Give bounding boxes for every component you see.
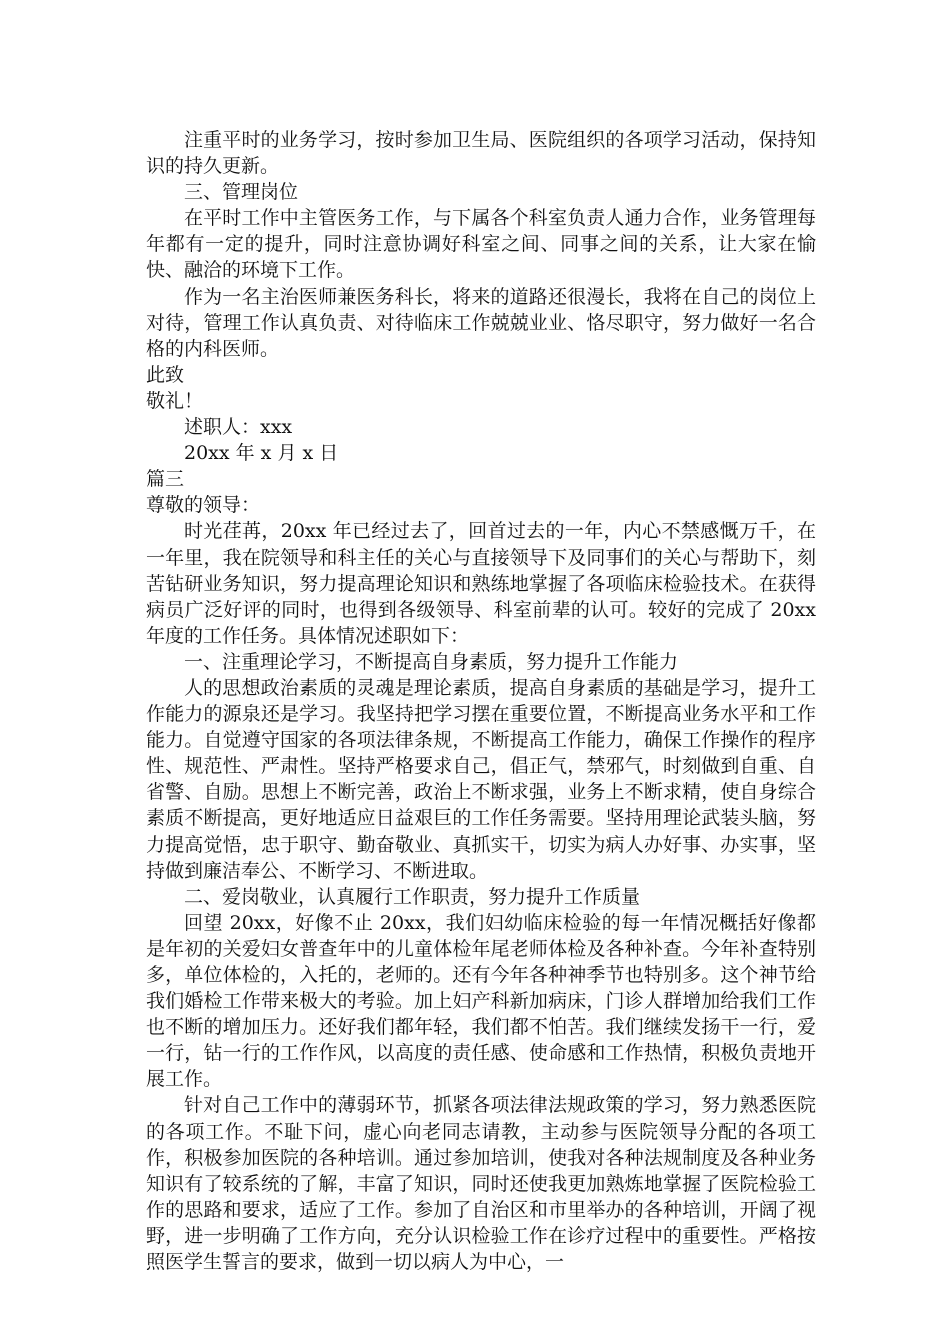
paragraph: 在平时工作中主管医务工作，与下属各个科室负责人通力合作，业务管理每年都有一定的提升，同时注意协调好科室之间、同事之间的关系，让大家在愉快、融洽的环境下工作。: [146, 207, 816, 282]
paragraph: 作为一名主治医师兼医务科长，将来的道路还很漫长，我将在自己的岗位上对待，管理工作认真负责、对待临床工作兢兢业业、恪尽职守，努力做好一名合格的内科医师。: [146, 285, 816, 360]
paragraph: 人的思想政治素质的灵魂是理论素质，提高自身素质的基础是学习，提升工作能力的源泉还是学习。我坚持把学习摆在重要位置，不断提高业务水平和工作能力。自觉遵守国家的各项法律条规，不断提高工作能力，确保工作操作的程序性、规范性、严肃性。坚持严格要求自己，倡正气，禁邪气，时刻做到自重、自省警、自励。思想上不断完善，政治上不断求强，业务上不断求精，使自身综合素质不断提高，更好地适应日益艰巨的工作任务需要。坚持用理论武装头脑，努力提高觉悟，忠于职守、勤奋敬业、真抓实干，切实为病人办好事、办实事，坚持做到廉洁奉公、不断学习、不断进取。: [146, 676, 816, 882]
paragraph: 注重平时的业务学习，按时参加卫生局、医院组织的各项学习活动，保持知识的持久更新。: [146, 129, 816, 178]
date-line: 20xx 年 x 月 x 日: [184, 442, 339, 465]
paragraph: 针对自己工作中的薄弱环节，抓紧各项法律法规政策的学习，努力熟悉医院的各项工作。不耻下问，虚心向老同志请教，主动参与医院领导分配的各项工作，积极参加医院的各种培训。通过参加培训，使我对各种法规制度及各种业务知识有了较系统的了解，丰富了知识，同时还使我更加熟炼地掌握了医院检验工作的思路和要求，适应了工作。参加了自治区和市里举办的各种培训，开阔了视野，进一步明确了工作方向，充分认识检验工作在诊疗过程中的重要性。严格按照医学生誓言的要求，做到一切以病人为中心，一: [146, 1094, 816, 1274]
document-page: [146, 127, 816, 1275]
paragraph: 时光荏苒，20xx 年已经过去了，回首过去的一年，内心不禁感慨万千，在一年里，我在院领导和科主任的关心与直接领导下及同事们的关心与帮助下，刻苦钻研业务知识，努力提高理论知识和熟练地掌握了各项临床检验技术。在获得病员广泛好评的同时，也得到各级领导、科室前辈的认可。较好的完成了 20xx 年度的工作任务。具体情况述职如下：: [146, 520, 816, 647]
closing-salutation: 此致: [146, 363, 185, 386]
section-heading: 篇三: [146, 468, 185, 491]
subsection-heading: 二、爱岗敬业，认真履行工作职责，努力提升工作质量: [184, 885, 641, 908]
greeting: 尊敬的领导：: [146, 494, 261, 517]
closing-salutation: 敬礼！: [146, 389, 204, 412]
signature-line: 述职人：xxx: [184, 416, 293, 439]
paragraph: 三、管理岗位: [184, 181, 299, 204]
paragraph: 回望 20xx，好像不止 20xx，我们妇幼临床检验的每一年情况概括好像都是年初的关爱妇女普查年中的儿童体检年尾老师体检及各种补查。今年补查特别多，单位体检的，入托的，老师的。还有今年各种神季节也特别多。这个神节给我们婚检工作带来极大的考验。加上妇产科新加病床，门诊人群增加给我们工作也不断的增加压力。还好我们都年轻，我们都不怕苦。我们继续发扬干一行，爱一行，钻一行的工作作风，以高度的责任感、使命感和工作热情，积极负责地开展工作。: [146, 911, 816, 1091]
subsection-heading: 一、注重理论学习，不断提高自身素质，努力提升工作能力: [184, 650, 679, 673]
